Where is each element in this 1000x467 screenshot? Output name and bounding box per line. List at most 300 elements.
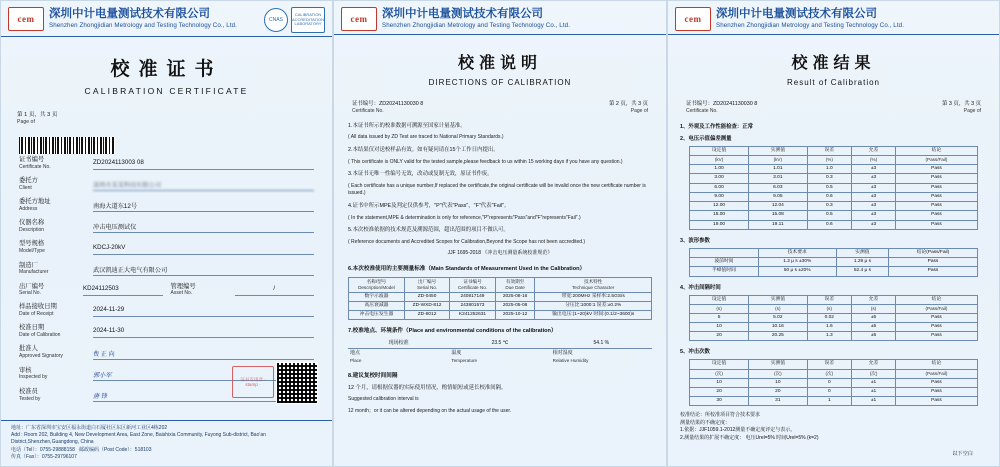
- count-table: [689, 359, 978, 406]
- th-error: 误差: [807, 147, 851, 156]
- footer-tel: 电话（Tel）：0755-29888158: [11, 446, 75, 453]
- env-place-label-en: Place: [350, 358, 362, 364]
- table-row: [690, 258, 978, 267]
- section-waveform: 3、波形参数: [680, 237, 710, 244]
- footer-fax: 传真（Fax）：0755-29796107: [11, 453, 77, 460]
- table-header-row: [690, 248, 978, 257]
- table-header-row: [349, 277, 652, 292]
- page-label-cn: 第 3 页，共 3 页: [942, 101, 981, 107]
- label-en: Date of Receipt: [19, 311, 54, 318]
- signature-tested: 唐 锋: [93, 391, 314, 402]
- cell-measured: 10: [748, 378, 807, 387]
- label-en: Certificate No.: [19, 163, 51, 170]
- unit-error: (次): [807, 369, 851, 378]
- cell-conclusion: Pass: [896, 332, 978, 341]
- table-row: [690, 267, 978, 276]
- cell-setting: 10: [690, 378, 749, 387]
- env-humidity-label-cn: 相对湿度: [552, 349, 573, 356]
- interval-label-en: Suggested calibration interval is: [348, 396, 419, 403]
- th-cn: 证书编号: [463, 278, 482, 284]
- accreditation-badge: CALIBRATION ACCREDITATION LABORATORY: [291, 7, 325, 33]
- cell-conclusion: Pass: [896, 322, 978, 331]
- cell-duedate: 2025-05-08: [495, 301, 535, 310]
- accreditation-badges: [264, 7, 325, 33]
- interval-title: 8.建议复校时间间隔: [348, 373, 398, 380]
- label-en: Inspected by: [19, 374, 48, 381]
- logo-text: cem: [684, 14, 702, 24]
- cell-measured: 3.01: [748, 174, 807, 183]
- page-title-en: CALIBRATION CERTIFICATE: [84, 86, 249, 96]
- page-title-cn: 校准说明: [457, 53, 542, 72]
- cell-tolerance: ±3: [851, 202, 895, 211]
- cell-error: 1.3: [807, 332, 851, 341]
- cell-description: 数字示波器: [349, 292, 405, 301]
- unit-tolerance: (次): [851, 369, 895, 378]
- value-date-calibration: 2024-11-30: [93, 327, 314, 338]
- note-4: 4.证书中所示MPE及判定仅供参考，"P"代表"Pass"，"F"代表"Fail"。: [348, 203, 510, 210]
- waveform-table: [689, 248, 978, 277]
- value-asset-no: /: [235, 285, 315, 296]
- unit-setting: (kV): [690, 156, 749, 165]
- interval-value-cn: 12 个月，请根据仪器的实际使用情况，酌情缩短或延长校准间隔。: [348, 384, 507, 391]
- label-cn: 委托方地址: [19, 198, 51, 206]
- section-appearance: 1、外观及工作性能检查：正常: [680, 124, 754, 130]
- conclusion-block: [680, 412, 987, 442]
- label-en: Model/Type: [19, 248, 45, 255]
- label-cn: 审核: [19, 366, 32, 374]
- label-en: Date of Calibration: [19, 332, 61, 339]
- th-en: Serial No.: [416, 284, 438, 290]
- cell-tolerance: ±1: [851, 387, 895, 396]
- unit-conclusion: (Pass/Fail): [896, 369, 978, 378]
- env-temp-label-cn: 温度: [451, 349, 462, 356]
- table-row: [690, 313, 978, 322]
- company-name-en: Shenzhen Zhongjidian Metrology and Testing Technology Co., Ltd.: [382, 22, 571, 30]
- interval-table: [689, 295, 978, 342]
- th-conclusion: 结论(Pass/Fail): [889, 248, 978, 257]
- value-model: KDCJ-20kV: [93, 244, 314, 255]
- uncertainty-title: 测量结果的不确定度：: [680, 419, 731, 426]
- page-title-cn: 校准结果: [791, 53, 876, 72]
- signature-approved: 费 正 向: [93, 349, 314, 360]
- th-cn: 出厂编号: [417, 278, 437, 284]
- company-name-en: Shenzhen Zhongjidian Metrology and Testing Technology Co., Ltd.: [716, 22, 905, 30]
- th-setting: 设定值: [690, 147, 749, 156]
- field-date-calibration: [19, 324, 314, 338]
- company-name-cn: 深圳中计电量测试技术有限公司: [49, 6, 210, 20]
- th-en: Technique Character: [571, 284, 615, 290]
- env-humidity-label-en: Relative Humidity: [552, 358, 589, 364]
- page-header: [334, 1, 666, 35]
- cell-measured: 6.03: [748, 183, 807, 192]
- cell-measured: 12.04: [748, 202, 807, 211]
- cell-measured: 19.11: [748, 220, 807, 229]
- table-unit-row: [690, 156, 978, 165]
- cell-tolerance: ±1: [851, 397, 895, 406]
- cell-tolerance: ±5: [851, 332, 895, 341]
- official-stamp: 证书专用章 · stamp ·: [232, 366, 274, 398]
- cell-setting: 1.00: [690, 165, 749, 174]
- note-3: 3.本证书无唯一性编号无效，改动或复制无效，原证书作废。: [348, 171, 493, 178]
- env-humidity-value: 54.1 %: [551, 339, 652, 348]
- th-serial: [404, 277, 449, 292]
- th-tolerance: 允差: [851, 360, 895, 369]
- field-address: [19, 198, 314, 212]
- table-row: [349, 301, 652, 310]
- label-cn: 批准人: [19, 345, 38, 353]
- cell-error: 0.5: [807, 211, 851, 220]
- company-logo: [341, 7, 377, 31]
- th-requirement: 技术要求: [758, 248, 836, 257]
- table-header-row: [690, 147, 978, 156]
- unit-tolerance: (s): [851, 304, 895, 313]
- env-temp-label-en: Temperature: [451, 358, 478, 364]
- th-error: 误差: [807, 360, 851, 369]
- page-footer: [1, 420, 332, 466]
- cell-measured: 1.01: [748, 165, 807, 174]
- table-row: [690, 211, 978, 220]
- cell-param: 半峰值时间: [690, 267, 758, 276]
- cell-measured: 9.05: [748, 192, 807, 201]
- cell-conclusion: Pass: [896, 397, 978, 406]
- th-conclusion: 结论: [896, 295, 978, 304]
- th-measured: 实测值: [836, 248, 888, 257]
- th-setting: 设定值: [690, 360, 749, 369]
- cell-tolerance: ±1: [851, 378, 895, 387]
- cell-certno: 243801573: [450, 301, 496, 310]
- env-temp-value: 23.5 ℃: [449, 339, 550, 348]
- note-1: 1.本证书所示的校准数据可溯源至国家计量基准。: [348, 123, 466, 129]
- cell-error: 1: [807, 397, 851, 406]
- cell-conclusion: Pass: [896, 165, 978, 174]
- table-row: [349, 311, 652, 320]
- cell-serial: ZD-0450: [404, 292, 449, 301]
- env-labels-row: [348, 348, 652, 357]
- field-model: [19, 240, 314, 254]
- cell-error: 0.3: [807, 202, 851, 211]
- company-logo: [675, 7, 711, 31]
- note-3-en: ( Each certificate has a unique number,If replaced the certificate,the original certificate will be invalid once the new certificate number is issued.): [348, 182, 646, 197]
- field-manufacturer: [19, 262, 314, 276]
- reference-standard: JJF 1695-2018 《冲击电压测量系统校准规范》: [447, 250, 553, 257]
- cell-tolerance: ±5: [851, 322, 895, 331]
- note-1-en: ( All data issued by ZD Test are traced to National Primary Standards.): [348, 134, 504, 141]
- cell-requirement: 50 μ s ±20%: [758, 267, 836, 276]
- cell-setting: 10: [690, 322, 749, 331]
- th-cn: 名称/型号: [366, 278, 387, 284]
- results-body: [668, 114, 999, 457]
- unit-setting: (s): [690, 304, 749, 313]
- cell-conclusion: Pass: [896, 202, 978, 211]
- label-cn: 出厂编号: [19, 282, 45, 290]
- unit-measured: (kV): [748, 156, 807, 165]
- value-address: 南海大道东12号: [93, 201, 314, 212]
- value-date-receipt: 2024-11-29: [93, 306, 314, 317]
- th-cn: 技术特性: [583, 278, 603, 284]
- logo-text: cem: [350, 14, 368, 24]
- th-en: Description/Model: [358, 284, 395, 290]
- label-en: Manufacturer: [19, 269, 49, 276]
- th-blank: [690, 248, 758, 257]
- unit-measured: (次): [748, 369, 807, 378]
- field-asset-no: [171, 283, 315, 297]
- th-measured: 实测值: [748, 295, 807, 304]
- voltage-table: [689, 146, 978, 230]
- label-cn: 样品接收日期: [19, 303, 57, 311]
- th-tolerance: 允差: [851, 147, 895, 156]
- cell-tolerance: ±3: [851, 220, 895, 229]
- value-description: 冲击电压测试仪: [93, 222, 314, 233]
- th-character: [535, 277, 652, 292]
- company-names: [716, 7, 992, 29]
- cell-measured: 20: [748, 387, 807, 396]
- env-place-value: 现场校准: [348, 339, 449, 348]
- qr-code: [276, 362, 318, 404]
- table-header-row: [690, 360, 978, 369]
- cell-setting: 19.00: [690, 220, 749, 229]
- note-5: 5.本次校准依据的技术规范及溯源范围，超出范围的项目不做认可。: [348, 227, 509, 234]
- label-cn: 证书编号: [19, 156, 45, 163]
- cell-tolerance: ±3: [851, 165, 895, 174]
- unit-error: (s): [807, 304, 851, 313]
- cell-error: 0: [807, 378, 851, 387]
- value-serial-no: KD24112503: [83, 285, 163, 296]
- standards-table: [348, 277, 652, 321]
- cell-tolerance: ±3: [851, 192, 895, 201]
- table-row: [690, 192, 978, 201]
- note-5-en: ( Reference documents and Accredited Scopes for Calibration,Beyond the Scope has not been accredited.): [348, 238, 586, 245]
- unit-conclusion: (Pass/Fail): [896, 304, 978, 313]
- cell-measured: 5.02: [748, 313, 807, 322]
- company-names: [49, 7, 259, 29]
- cell-setting: 30: [690, 397, 749, 406]
- label-en: Serial No.: [19, 290, 41, 297]
- cell-measured: 1.29 μ s: [836, 258, 888, 267]
- company-names: [382, 7, 659, 29]
- table-unit-row: [690, 369, 978, 378]
- page-title-en: Result of Calibration: [786, 78, 881, 87]
- cell-certno: K241252631: [450, 311, 496, 320]
- cell-conclusion: Pass: [896, 313, 978, 322]
- cell-setting: 3.00: [690, 174, 749, 183]
- company-name-cn: 深圳中计电量测试技术有限公司: [382, 6, 543, 20]
- unit-setting: (次): [690, 369, 749, 378]
- cell-serial: ZD-8012: [404, 311, 449, 320]
- cell-description: 冲击电压发生器: [349, 311, 405, 320]
- th-measured: 实测值: [748, 147, 807, 156]
- cell-serial: ZD-WXD-812: [404, 301, 449, 310]
- cell-certno: 240817149: [450, 292, 496, 301]
- table-row: [349, 292, 652, 301]
- label-cn: 委托方: [19, 177, 38, 185]
- cell-error: 0.5: [807, 183, 851, 192]
- footer-address-en: Add : Room 202, Building 4, New Development Area, East Zone, Baishixia Community, Fuyong Sub-district, Bao'an District,Shenzhen,Guangdong, China: [11, 432, 266, 446]
- company-name-cn: 深圳中计电量测试技术有限公司: [716, 6, 877, 20]
- table-row: [690, 165, 978, 174]
- cell-conclusion: Pass: [896, 387, 978, 396]
- label-cn: 制造厂: [19, 261, 38, 269]
- page-number-block: [1, 110, 332, 125]
- th-duedate: [495, 277, 535, 292]
- field-serial-no: [19, 283, 163, 297]
- cell-setting: 12.00: [690, 202, 749, 211]
- cell-param: 波前时间: [690, 258, 758, 267]
- unit-measured: (s): [748, 304, 807, 313]
- section-voltage: 2、电压示值偏差测量: [680, 136, 732, 142]
- page-label-cn: 第 2 页，共 3 页: [609, 101, 648, 107]
- th-tolerance: 允差: [851, 295, 895, 304]
- label-cn: 管理编号: [170, 282, 196, 290]
- label-en: Asset No.: [170, 290, 193, 297]
- cell-measured: 15.08: [748, 211, 807, 220]
- label-en: Client: [19, 184, 32, 191]
- directions-body: [334, 114, 666, 416]
- cert-no-cn: 证书编号：ZD20241130030 8: [686, 101, 758, 107]
- cell-conclusion: Pass: [896, 174, 978, 183]
- footer-address-cn: 地址：广东省深圳市宝安区福永街道白石厦社区东区新河工业区4栋202: [11, 424, 168, 431]
- page-label-en: Page of: [17, 119, 35, 125]
- field-date-receipt: [19, 303, 314, 317]
- cert-no-block: [668, 99, 999, 107]
- table-row: [690, 322, 978, 331]
- cell-character: 带宽:200MHz 采样率:2.5GS/s: [535, 292, 652, 301]
- field-description: [19, 219, 314, 233]
- footer-postcode: 邮政编码（Post Code）：518103: [78, 446, 152, 453]
- cell-setting: 20: [690, 387, 749, 396]
- field-approved-signatory: [19, 345, 314, 359]
- company-name-en: Shenzhen Zhongjidian Metrology and Testing Technology Co., Ltd.: [49, 22, 238, 30]
- cell-measured: 31: [748, 397, 807, 406]
- page-header: [1, 1, 332, 37]
- cell-error: 0.02: [807, 313, 851, 322]
- cell-duedate: 2025-08-16: [495, 292, 535, 301]
- field-row-serial-asset: [19, 283, 314, 297]
- env-labels-row-en: [348, 357, 652, 365]
- interval-value-en: 12 month；or it can be altered depending on the actual usage of the user.: [348, 407, 512, 414]
- cell-measured: 10.16: [748, 322, 807, 331]
- page-title-cn: 校准证书: [110, 58, 223, 80]
- cell-conclusion: Pass: [889, 258, 978, 267]
- cell-duedate: 2025-10-12: [495, 311, 535, 320]
- page-label-cn: 第 1 页，共 3 页: [17, 112, 58, 118]
- th-cn: 有效期至: [505, 278, 525, 284]
- certificate-fields: [19, 137, 314, 402]
- end-of-report-note: 以下空白: [952, 451, 973, 458]
- label-en: Address: [19, 206, 38, 213]
- label-en: Description: [19, 227, 45, 234]
- cell-description: 高压衰减器: [349, 301, 405, 310]
- th-en: Due Date: [505, 284, 525, 290]
- unit-conclusion: (Pass/Fail): [896, 156, 978, 165]
- cell-error: 1.6: [807, 322, 851, 331]
- cell-setting: 20: [690, 332, 749, 341]
- cell-tolerance: ±3: [851, 174, 895, 183]
- table-row: [690, 220, 978, 229]
- cell-conclusion: Pass: [896, 220, 978, 229]
- cell-character: 分压比:1000:1 误差:±0.2%: [535, 301, 652, 310]
- label-cn: 型号规格: [19, 240, 45, 248]
- cell-conclusion: Pass: [896, 183, 978, 192]
- cell-tolerance: ±5: [851, 313, 895, 322]
- cell-conclusion: Pass: [896, 211, 978, 220]
- th-setting: 设定值: [690, 295, 749, 304]
- cell-setting: 6.00: [690, 183, 749, 192]
- table-row: [690, 332, 978, 341]
- field-certificate-no: [19, 156, 314, 170]
- cert-no-cn: 证书编号：ZD20241130030 8: [352, 101, 424, 107]
- page-label-en: Page of: [963, 108, 981, 114]
- value-certificate-no: ZD2024113003 08: [93, 159, 314, 170]
- cert-no-en: Certificate No.: [352, 108, 384, 114]
- cell-tolerance: ±3: [851, 183, 895, 192]
- cell-measured: 52.4 μ s: [836, 267, 888, 276]
- th-certno: [450, 277, 496, 292]
- value-client: 深圳市某某科技有限公司: [93, 180, 314, 191]
- env-values-row: [348, 339, 652, 348]
- table-row: [690, 183, 978, 192]
- value-manufacturer: 武汉凯迪正大电气有限公司: [93, 265, 314, 276]
- cert-no-en: Certificate No.: [686, 108, 718, 114]
- cell-error: 0: [807, 387, 851, 396]
- table-row: [690, 202, 978, 211]
- cell-conclusion: Pass: [896, 192, 978, 201]
- barcode: [19, 137, 115, 154]
- cert-no-block: [334, 99, 666, 107]
- conclusion-text: 校准结论：所校准项目符合技术要求: [680, 412, 761, 419]
- label-cn: 校准员: [19, 387, 38, 395]
- note-4-en: ( In the statement,MPE & determination is only for reference,"P"represents"Pass"and"F"represents"Fail".): [348, 214, 581, 221]
- signature-inspected: 郭小军: [93, 370, 314, 381]
- environment-table: [348, 339, 652, 365]
- logo-text: cem: [17, 14, 35, 24]
- note-2-en: ( This certificate is ONLY valid for the tested sample,please feedback to us within 15 working days if you have any question.): [348, 158, 623, 165]
- th-measured: 实测值: [748, 360, 807, 369]
- cell-requirement: 1.2 μ s ±30%: [758, 258, 836, 267]
- cell-conclusion: Pass: [896, 378, 978, 387]
- page-header: [668, 1, 999, 35]
- note-2: 2.本结果仅对送校样品有效。如有疑问请在15个工作日内提出。: [348, 147, 499, 154]
- table-row: [690, 378, 978, 387]
- th-error: 误差: [807, 295, 851, 304]
- cell-setting: 5: [690, 313, 749, 322]
- cell-error: 1.0: [807, 165, 851, 174]
- env-section-title: 7.校准地点、环境条件（Place and environmental conditions of the calibration）: [348, 328, 557, 335]
- cell-error: 0.6: [807, 220, 851, 229]
- unit-tolerance: (%): [851, 156, 895, 165]
- cell-error: 0.6: [807, 192, 851, 201]
- label-en: Approved Signatory: [19, 353, 63, 360]
- cell-character: 输出电压:(1~20)kV 时间:(0.1/2~3600)s: [535, 311, 652, 320]
- certificate-page-1: [0, 0, 333, 467]
- label-en: Tested by: [19, 395, 41, 402]
- env-place-label-cn: 地点: [350, 349, 361, 356]
- th-en: Certificate No.: [457, 284, 488, 290]
- cell-conclusion: Pass: [889, 267, 978, 276]
- uncertainty-value: 2.测量结果的扩展不确定度： 电压Urel=5% 时间Urel=5% (k=2): [680, 434, 819, 441]
- cell-tolerance: ±3: [851, 211, 895, 220]
- page-label-en: Page of: [630, 108, 648, 114]
- table-unit-row: [690, 304, 978, 313]
- table-row: [690, 387, 978, 396]
- uncertainty-basis: 1.依据：JJF1059.1-2012测量不确定度评定与表示。: [680, 427, 796, 434]
- table-header-row: [690, 295, 978, 304]
- certificate-page-3: [667, 0, 1000, 467]
- certificate-page-2: [333, 0, 667, 467]
- cell-setting: 15.00: [690, 211, 749, 220]
- cell-error: 0.3: [807, 174, 851, 183]
- unit-error: (%): [807, 156, 851, 165]
- th-conclusion: 结论: [896, 147, 978, 156]
